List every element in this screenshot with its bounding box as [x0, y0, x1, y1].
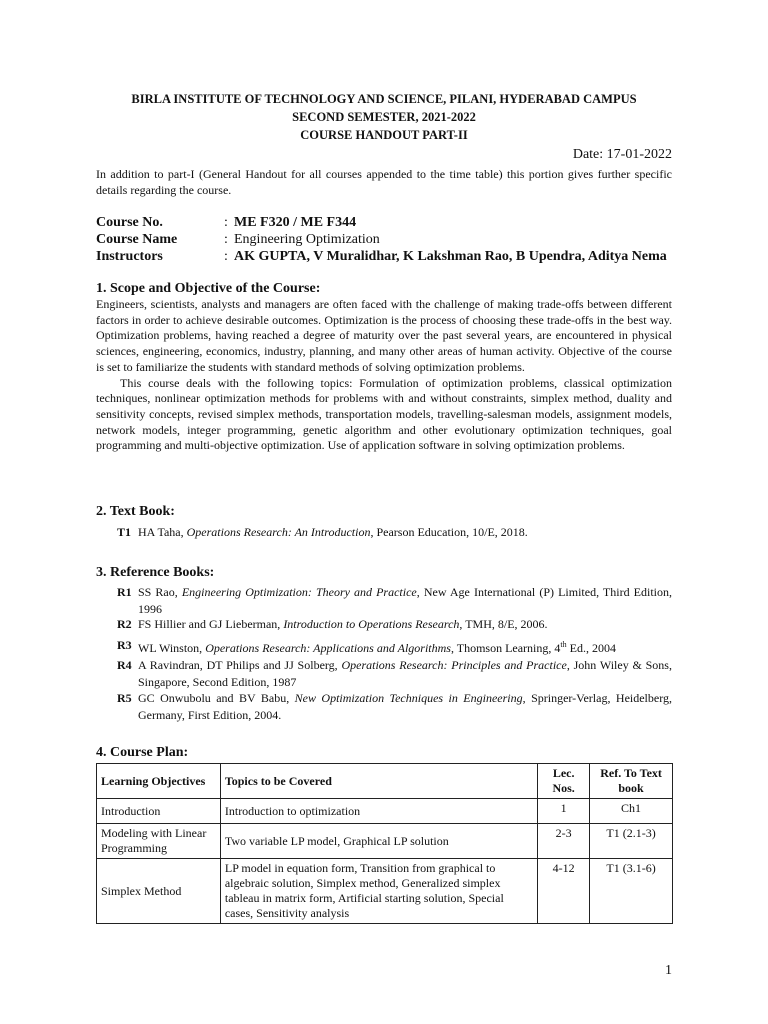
text-book-title: 2. Text Book:	[96, 504, 175, 519]
course-name-value: Engineering Optimization	[234, 232, 380, 247]
book-authors: HA Taha,	[138, 525, 187, 539]
table-row	[97, 799, 673, 824]
text-book-t1	[117, 524, 672, 541]
semester-line: SECOND SEMESTER, 2021-2022	[292, 110, 476, 124]
scope-body	[96, 297, 672, 454]
book-title: Introduction to Operations Research	[283, 617, 460, 631]
course-no-colon: :	[224, 215, 228, 230]
book-publisher: , New Age International (P) Limited, Third Edition, 1996	[138, 585, 672, 616]
edition-superscript: th	[560, 640, 567, 649]
book-publisher: , Pearson Education, 10/E, 2018.	[370, 525, 528, 539]
book-authors: GC Onwubolu and BV Babu,	[138, 691, 295, 705]
table-cell: Ch1	[590, 799, 673, 824]
table-row	[97, 859, 673, 924]
book-authors: A Ravindran, DT Philips and JJ Solberg,	[138, 658, 342, 672]
table-cell: 1	[538, 799, 590, 824]
book-key: R5	[117, 691, 132, 705]
book-key: R2	[117, 617, 132, 631]
reference-book-r3	[117, 637, 672, 657]
scope-paragraph-2: This course deals with the following topics: Formulation of optimization problems, classical optimization techniques, nonlinear optimization methods for problems with and without constraints, simplex method, duality and sensitivity concepts, revised simplex methods, transportation models, travelling-salesman models, assignment models, network models, integer programming, genetic algorithm and other evolutionary optimization techniques, goal programming and multi-objective optimization. Use of application software in solving optimization problems.	[96, 375, 672, 453]
book-key: T1	[117, 525, 132, 539]
reference-book-r4	[117, 657, 672, 690]
book-publisher: , Thomson Learning, 4	[450, 641, 561, 655]
course-no-label: Course No.	[96, 215, 163, 230]
book-authors: SS Rao,	[138, 585, 182, 599]
instructors-value: AK GUPTA, V Muralidhar, K Lakshman Rao, B Upendra, Aditya Nema	[234, 249, 667, 264]
course-plan-table	[96, 763, 673, 924]
scope-title: 1. Scope and Objective of the Course:	[96, 281, 321, 296]
book-title: Operations Research: Principles and Practice	[341, 658, 567, 672]
book-key: R1	[117, 585, 132, 599]
reference-book-r5	[117, 690, 672, 723]
instructors-colon: :	[224, 249, 228, 264]
instructors-label: Instructors	[96, 249, 163, 264]
table-cell: T1 (3.1-6)	[590, 859, 673, 924]
book-publisher: , TMH, 8/E, 2006.	[459, 617, 548, 631]
book-title: New Optimization Techniques in Engineering	[294, 691, 523, 705]
table-cell: LP model in equation form, Transition from graphical to algebraic solution, Simplex method, Generalized simplex tableau in matrix form, Artificial starting solution, Special cases, Sensitivity analysis	[220, 859, 537, 924]
book-title: Engineering Optimization: Theory and Practice	[181, 585, 417, 599]
book-publisher: , Springer-Verlag, Heidelberg, Germany, First Edition, 2004.	[138, 691, 672, 722]
instructors-row	[96, 249, 696, 267]
scope-paragraph-1: Engineers, scientists, analysts and managers are often faced with the challenge of making trade-offs between different factors in order to achieve desirable outcomes. Optimization is the process of choosing these trade-offs in the best way. Optimization problems, having reached a degree of maturity over the past several years, are encountered in physical sciences, engineering, economics, industry, planning, and many other areas of human activity. Objective of the course is set to familiarize the students with standard methods of solving optimization problems.	[96, 297, 672, 374]
table-cell: 2-3	[538, 824, 590, 859]
course-name-label: Course Name	[96, 232, 178, 247]
book-title: Operations Research: Applications and Algorithms	[205, 641, 451, 655]
table-cell: Two variable LP model, Graphical LP solution	[220, 824, 537, 859]
page-number: 1	[665, 963, 672, 978]
course-no-value: ME F320 / ME F344	[234, 215, 357, 230]
reference-books-title: 3. Reference Books:	[96, 565, 215, 580]
course-no-row	[96, 215, 696, 233]
book-key: R3	[117, 638, 132, 652]
book-title: Operations Research: An Introduction	[186, 525, 371, 539]
table-cell: Simplex Method	[97, 859, 221, 924]
document-title: COURSE HANDOUT PART-II	[300, 128, 468, 142]
table-cell: T1 (2.1-3)	[590, 824, 673, 859]
book-authors: FS Hillier and GJ Lieberman,	[138, 617, 284, 631]
table-row	[97, 824, 673, 859]
column-header: Ref. To Text book	[590, 764, 673, 799]
book-key: R4	[117, 658, 132, 672]
table-cell: 4-12	[538, 859, 590, 924]
column-header: Learning Objectives	[97, 764, 221, 799]
reference-book-r1	[117, 584, 672, 617]
institute-name: BIRLA INSTITUTE OF TECHNOLOGY AND SCIENCE, PILANI, HYDERABAD CAMPUS	[131, 92, 637, 106]
course-name-colon: :	[224, 232, 228, 247]
intro-paragraph: In addition to part-I (General Handout for all courses appended to the time table) this portion gives further specific details regarding the course.	[96, 167, 672, 197]
table-cell: Introduction to optimization	[220, 799, 537, 824]
course-plan-title: 4. Course Plan:	[96, 745, 189, 760]
table-header-row	[97, 764, 673, 799]
document-date: Date: 17-01-2022	[572, 147, 672, 162]
book-edition: Ed., 2004	[566, 641, 616, 655]
reference-book-r2	[117, 616, 672, 633]
column-header: Topics to be Covered	[220, 764, 537, 799]
table-cell: Introduction	[97, 799, 221, 824]
table-cell: Modeling with Linear Programming	[97, 824, 221, 859]
book-publisher: , John Wiley & Sons, Singapore, Second Edition, 1987	[138, 658, 672, 689]
book-authors: WL Winston,	[138, 641, 206, 655]
course-name-row	[96, 232, 696, 250]
column-header: Lec. Nos.	[538, 764, 590, 799]
